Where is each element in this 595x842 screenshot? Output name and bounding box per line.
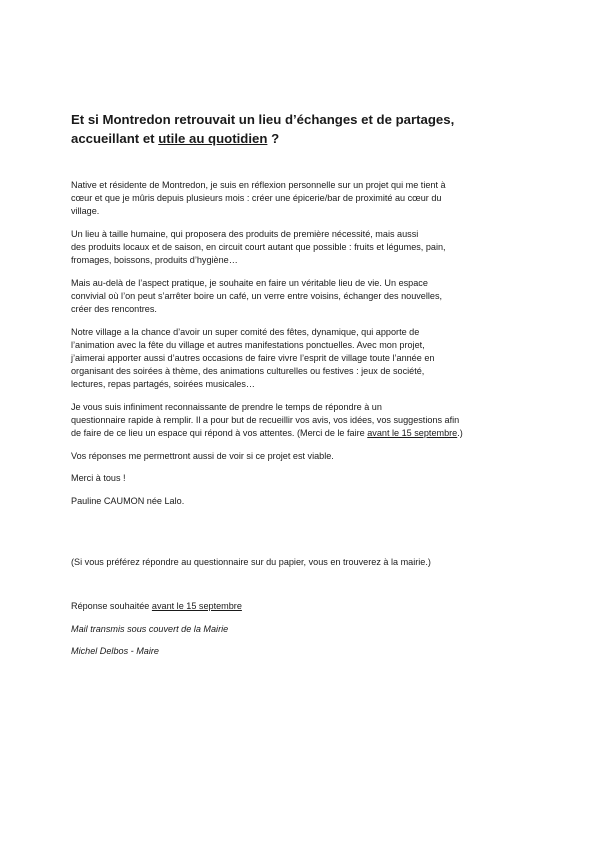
- author-signature: Pauline CAUMON née Lalo.: [71, 495, 185, 506]
- text-line: Je vous suis infiniment reconnaissante de prendre le temps de répondre à un: [71, 401, 382, 412]
- paragraph-questionnaire: [71, 401, 523, 440]
- title-line-2-start: accueillant et: [71, 131, 159, 146]
- text-line: Native et résidente de Montredon, je suis en réflexion personnelle sur un projet qui me tient à: [71, 180, 446, 190]
- paragraph-products: [71, 228, 523, 267]
- text-line: cœur et que je mûris depuis plusieurs mois : créer une épicerie/bar de proximité au cœur du: [71, 193, 442, 204]
- paragraph-viability: Vos réponses me permettront aussi de voir si ce projet est viable.: [71, 450, 334, 461]
- paper-questionnaire-note: (Si vous préférez répondre au questionnaire sur du papier, vous en trouverez à la mairie.): [71, 557, 431, 567]
- text-line: organisant des soirées à thème, des animations culturelles ou festives : jeux de société,: [71, 365, 425, 376]
- text-line: de faire de ce lieu un espace qui répond à vos attentes. (Merci de le faire: [71, 427, 368, 438]
- text-line: village.: [71, 206, 100, 217]
- text-line: l’animation avec la fête du village et autres manifestations ponctuelles. Avec mon projet,: [71, 339, 425, 350]
- text-line: j’aimerai apporter aussi d’autres occasions de faire vivre l’esprit de village toute l’année en: [71, 352, 435, 363]
- text-line: lectures, repas partagés, soirées musicales…: [71, 379, 255, 389]
- text-line: des produits locaux et de saison, en circuit court autant que possible : fruits et légumes, pain,: [71, 241, 446, 252]
- response-deadline: [71, 600, 242, 613]
- text-line: questionnaire rapide à remplir. Il a pour but de recueillir vos avis, vos idées, vos suggestions afin: [71, 414, 460, 425]
- text-line: convivial où l’on peut s’arrêter boire un café, un verre entre voisins, échanger des nouvelles,: [71, 290, 443, 301]
- mayor-signature: Michel Delbos - Maire: [71, 646, 159, 656]
- response-label: Réponse souhaitée: [71, 601, 152, 611]
- text-line: Un lieu à taille humaine, qui proposera des produits de première nécessité, mais aussi: [71, 228, 419, 239]
- text-line: Notre village a la chance d’avoir un super comité des fêtes, dynamique, qui apporte de: [71, 326, 420, 337]
- deadline-underlined: avant le 15 septembre: [367, 427, 458, 438]
- paragraph-village-events: [71, 326, 523, 391]
- text-line: fromages, boissons, produits d’hygiène…: [71, 255, 238, 266]
- text-line: Mais au-delà de l’aspect pratique, je souhaite en faire un véritable lieu de vie. Un espace: [71, 277, 428, 288]
- paragraph-living-space: [71, 277, 523, 316]
- mail-note: Mail transmis sous couvert de la Mairie: [71, 624, 229, 634]
- paragraph-project-intro: [71, 179, 523, 218]
- title-underlined-phrase: utile au quotidien: [158, 131, 268, 146]
- paragraph-thanks: Merci à tous !: [71, 473, 126, 484]
- title-line-1: Et si Montredon retrouvait un lieu d’échanges et de partages,: [71, 112, 455, 127]
- text-line: .): [457, 427, 463, 438]
- letter-body: [71, 179, 523, 518]
- title-line-2-end: ?: [267, 131, 280, 146]
- text-line: créer des rencontres.: [71, 303, 157, 314]
- response-deadline-date: avant le 15 septembre: [151, 601, 242, 611]
- page-title: [71, 110, 541, 148]
